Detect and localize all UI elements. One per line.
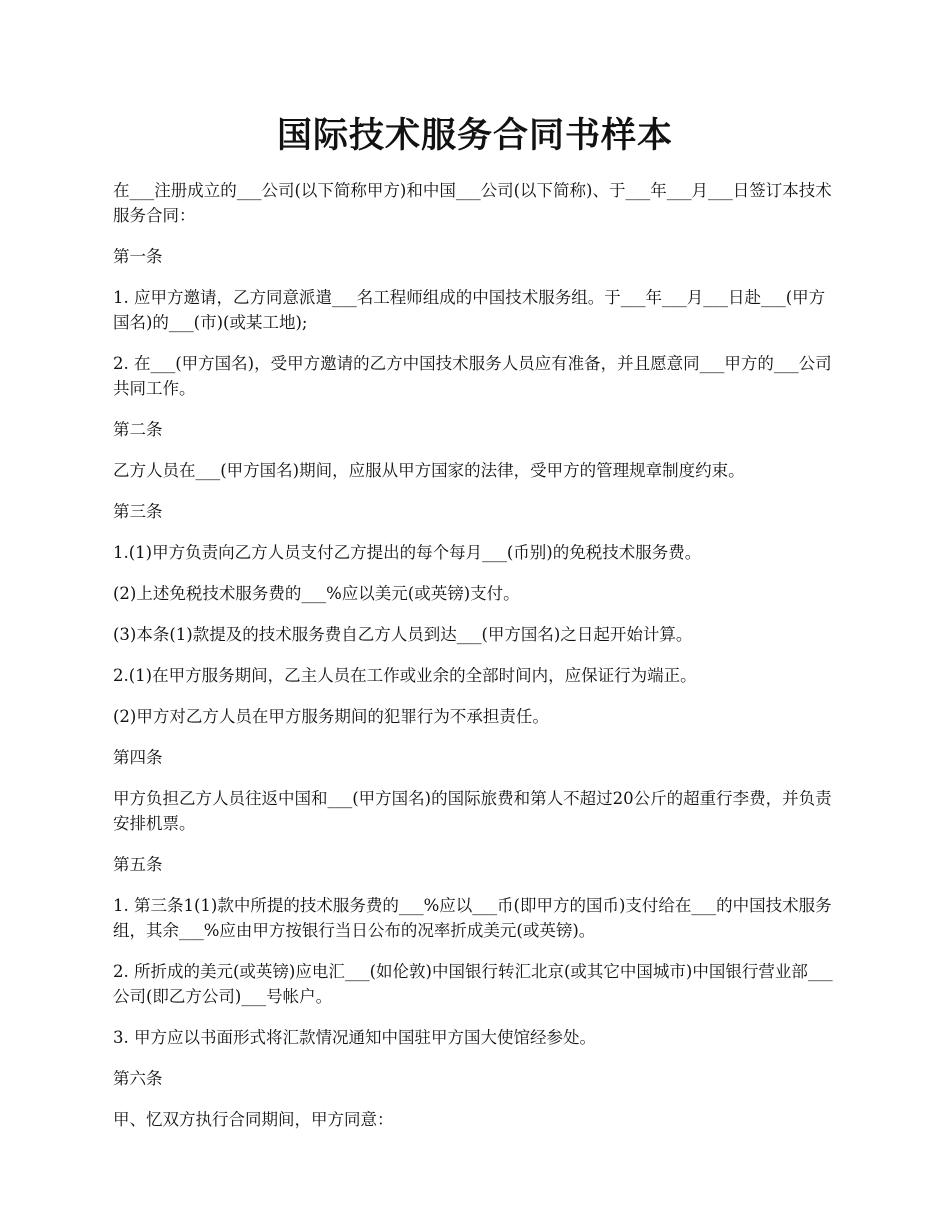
article-3-clause-1-1: 1.(1)甲方负责向乙方人员支付乙方提出的每个每月___(币别)的免税技术服务费。 (113, 543, 702, 562)
preamble-paragraph: 在___注册成立的___公司(以下简称甲方)和中国___公司(以下简称)、于___年___月___日签订本技术服务合同： (113, 181, 832, 225)
article-4-text: 甲方负担乙方人员往返中国和___(甲方国名)的国际旅费和第人不超过20公斤的超重行李费，并负责安排机票。 (113, 789, 832, 833)
article-3-clause-1-2: (2)上述免税技术服务费的___%应以美元(或英镑)支付。 (113, 584, 520, 603)
article-4-heading: 第四条 (113, 748, 163, 767)
article-5-clause-2: 2. 所折成的美元(或英镑)应电汇___(如伦敦)中国银行转汇北京(或其它中国城市)中国银行营业部___公司(即乙方公司)___号帐户。 (113, 962, 833, 1006)
article-1-clause-2: 2. 在___(甲方国名)，受甲方邀请的乙方中国技术服务人员应有准备，并且愿意同___甲方的___公司共同工作。 (113, 354, 832, 398)
document-title: 国际技术服务合同书样本 (276, 115, 673, 156)
article-2-text: 乙方人员在___(甲方国名)期间，应服从甲方国家的法律，受甲方的管理规章制度约束。 (113, 461, 745, 480)
article-3-clause-2-1: 2.(1)在甲方服务期间，乙主人员在工作或业余的全部时间内，应保证行为端正。 (113, 666, 697, 685)
article-5-clause-1: 1. 第三条1(1)款中所提的技术服务费的___%应以___币(即甲方的国币)支付给在___的中国技术服务组，其余___%应由甲方按银行当日公布的况率折成美元(或英镑)。 (113, 896, 832, 940)
article-3-clause-2-2: (2)甲方对乙方人员在甲方服务期间的犯罪行为不承担责任。 (113, 707, 549, 726)
article-1-clause-1: 1. 应甲方邀请，乙方同意派遣___名工程师组成的中国技术服务组。于___年___月___日赴___(甲方国名)的___(市)(或某工地); (113, 288, 826, 332)
article-2-heading: 第二条 (113, 420, 163, 439)
article-6-heading: 第六条 (113, 1069, 163, 1088)
article-6-text: 甲、忆双方执行合同期间，甲方同意： (113, 1110, 394, 1129)
article-1-heading: 第一条 (113, 247, 163, 266)
article-5-clause-3: 3. 甲方应以书面形式将汇款情况通知中国驻甲方国大使馆经参处。 (113, 1028, 596, 1047)
article-5-heading: 第五条 (113, 855, 163, 874)
article-3-heading: 第三条 (113, 502, 163, 521)
document-body (113, 178, 839, 1148)
article-3-clause-1-3: (3)本条(1)款提及的技术服务费自乙方人员到达___(甲方国名)之日起开始计算。 (113, 625, 693, 644)
